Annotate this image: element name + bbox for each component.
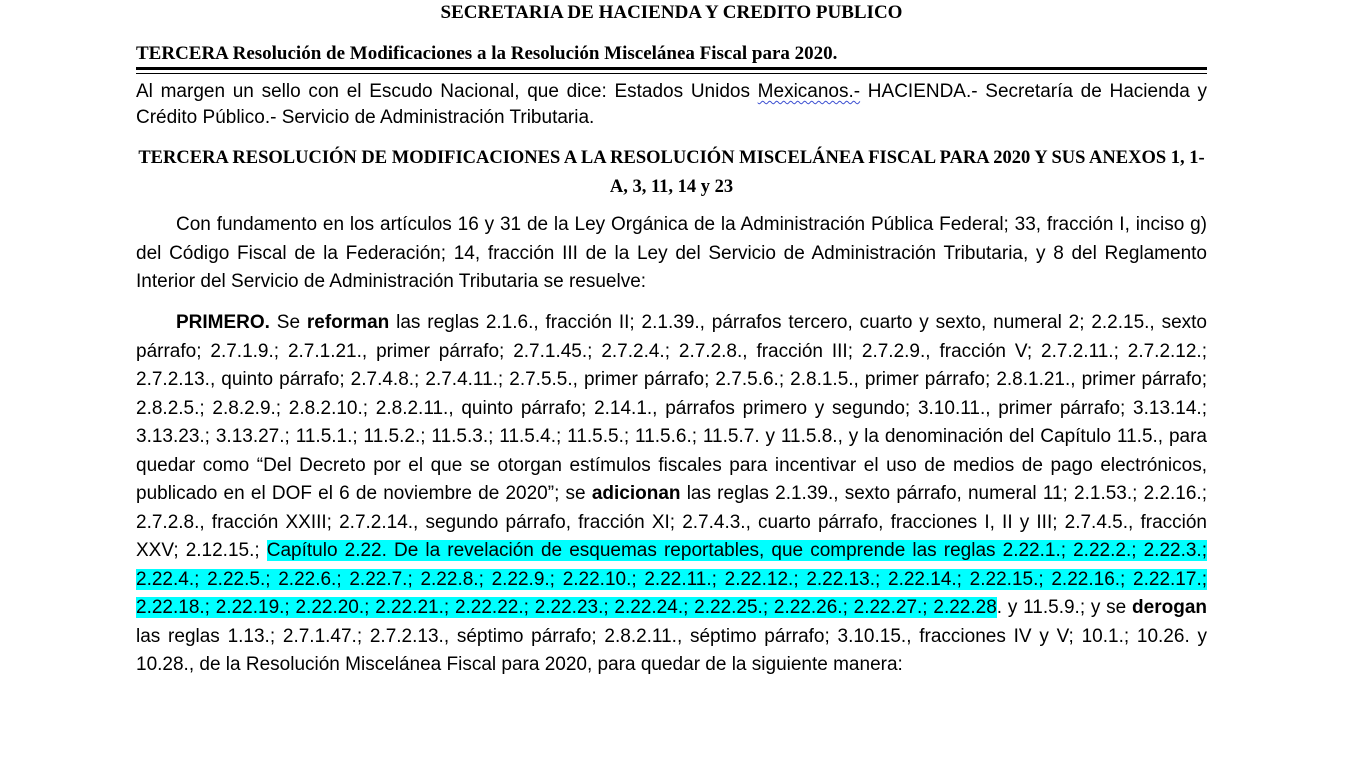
spellcheck-flagged-word[interactable]: Mexicanos.- [757,81,861,102]
primero-text-5: las reglas 1.13.; 2.7.1.47.; 2.7.2.13., séptimo párrafo; 2.8.2.11., séptimo párrafo; 3.10.15., fracciones IV y V; 10.1.; 10.26. y 10.28., de la Resolución Miscelánea Fiscal para 2020, para quedar de la siguiente manera: [136,625,1207,675]
preamble-paragraph: Con fundamento en los artículos 16 y 31 de la Ley Orgánica de la Administración Pública Federal; 33, fracción I, inciso g) del Código Fiscal de la Federación; 14, fracción III de la Ley del Servicio de Administración Tributaria, y 8 del Reglamento Interior del Servicio de Administración Tributaria se resuelve: [136,214,1207,292]
derogan-keyword: derogan [1132,597,1207,618]
primero-paragraph [136,309,1207,680]
title-rule-thin [136,73,1207,74]
title-rule-thick [136,67,1207,70]
primero-text-1: Se [269,312,307,333]
resolution-heading: TERCERA RESOLUCIÓN DE MODIFICACIONES A LA RESOLUCIÓN MISCELÁNEA FISCAL PARA 2020 Y SUS ANEXOS 1, 1-A, 3, 11, 14 y 23 [138,148,1205,197]
primero-text-4: . y 11.5.9.; y se [996,597,1133,618]
primero-text-3: las reglas 2.1.39., sexto párrafo, numeral 11; 2.1.53.; 2.2.16.; 2.7.2.8., fracción XXIII; 2.7.2.14., segundo párrafo, fracción XI; 2.7.4.3., cuarto párrafo, fracciones I, II y III; 2.7.4.5., fracción XXV; 2.12.15.; [136,483,1207,561]
primero-label: PRIMERO. [176,312,270,333]
adicionan-keyword: adicionan [591,483,681,504]
document-title: TERCERA Resolución de Modificaciones a la Resolución Miscelánea Fiscal para 2020. [136,43,838,64]
margin-note [136,79,1207,131]
highlighted-selection[interactable]: Capítulo 2.22. De la revelación de esquemas reportables, que comprende las reglas 2.22.1.; 2.22.2.; 2.22.3.; 2.22.4.; 2.22.5.; 2.22.6.; 2.22.7.; 2.22.8.; 2.22.9.; 2.22.10.; 2.22.11.; 2.22.12.; 2.22.13.; 2.22.14.; 2.22.15.; 2.22.16.; 2.22.17.; 2.22.18.; 2.22.19.; 2.22.20.; 2.22.21.; 2.22.22.; 2.22.23.; 2.22.24.; 2.22.25.; 2.22.26.; 2.22.27.; 2.22.28 [136,540,1207,618]
primero-text-2: las reglas 2.1.6., fracción II; 2.1.39., párrafos tercero, cuarto y sexto, numeral 2; 2.2.15., sexto párrafo; 2.7.1.9.; 2.7.1.21., primer párrafo; 2.7.1.45.; 2.7.2.4.; 2.7.2.8., fracción III; 2.7.2.9., fracción V; 2.7.2.11.; 2.7.2.12.; 2.7.2.13., quinto párrafo; 2.7.4.8.; 2.7.4.11.; 2.7.5.5., primer párrafo; 2.7.5.6.; 2.8.1.5., primer párrafo; 2.8.1.21., primer párrafo; 2.8.2.5.; 2.8.2.9.; 2.8.2.10.; 2.8.2.11., quinto párrafo; 2.14.1., párrafos primero y segundo; 3.10.11., primer párrafo; 3.13.14.; 3.13.23.; 3.13.27.; 11.5.1.; 11.5.2.; 11.5.3.; 11.5.4.; 11.5.5.; 11.5.6.; 11.5.7. y 11.5.8., y la denominación del Capítulo 11.5., para quedar como “Del Decreto por el que se otorgan estímulos fiscales para incentivar el uso de medios de pago electrónicos, publicado en el DOF el 6 de noviembre de 2020”; se [136,312,1207,504]
margin-note-before: Al margen un sello con el Escudo Nacional, que dice: Estados Unidos [136,81,758,102]
department-title: SECRETARIA DE HACIENDA Y CREDITO PUBLICO [440,2,903,23]
margin-note-after: HACIENDA.- Secretaría de Hacienda y Crédito Público.- Servicio de Administración Tributaria. [136,81,1207,128]
reforman-keyword: reforman [306,312,390,333]
